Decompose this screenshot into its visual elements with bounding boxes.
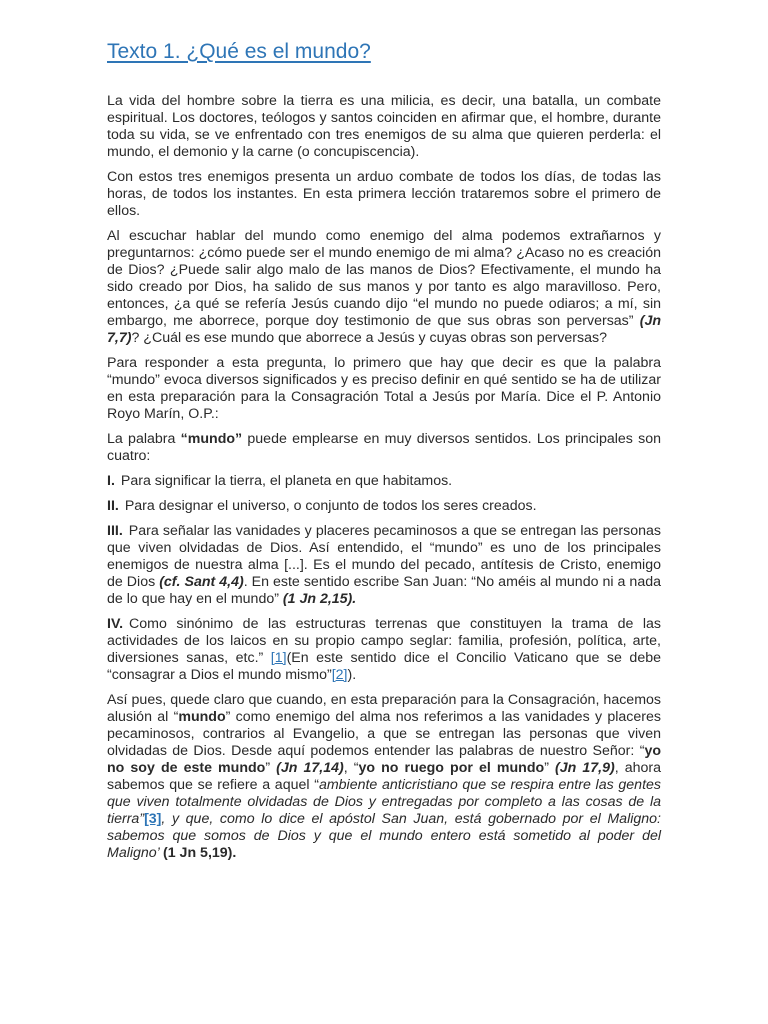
word-mundo: “mundo” [180,431,243,447]
paragraph-3-text-b: ? ¿Cuál es ese mundo que aborrece a Jesús y cuyas obras son perversas? [131,330,607,346]
list-item-1-text: Para significar la tierra, el planeta en que habitamos. [120,473,453,489]
list-item-3-text-a: Para señalar las vanidades y placeres pecaminosos a que se entregan las personas que viven olvidadas de Dios. Así entendido, el “mundo” es uno de los principales enemigos de nuestra alma [...]. Es el mundo del pecado, antítesis de Cristo, enemigo de Dios [107,523,661,590]
list-item-1 [107,473,661,490]
italic-quote-maligno: , y que, como lo dice el apóstol San Juan, está gobernado por el Maligno: sabemos que somos de Dios y que el mundo entero está sometido al poder del Maligno’ [107,811,661,861]
list-item-4-text-b: (En este sentido dice el Concilio Vaticano que se debe “consagrar a Dios el mundo mismo” [107,650,661,683]
word-mundo-2: mundo [178,709,226,725]
paragraph-1: La vida del hombre sobre la tierra es una milicia, es decir, una batalla, un combate espiritual. Los doctores, teólogos y santos coinciden en afirmar que, el hombre, durante toda su vida, se ve enfrentado con tres enemigos de su alma que quieren perderla: el mundo, el demonio y la carne (o concupiscencia). [107,93,661,160]
italic-quote-ambiente: ambiente anticristiano que se respira entre las gentes que viven totalmente olvidadas de Dios y entregadas por completo a las cosas de la tierra [107,777,661,827]
paragraph-4: Para responder a esta pregunta, lo primero que hay que decir es que la palabra “mundo” evoca diversos significados y es preciso definir en qué sentido se ha de utilizar en esta preparación para la Consagración Total a Jesús por María. Dice el P. Antonio Royo Marín, O.P.: [107,355,661,422]
citation-1jn-5-19: (1 Jn 5,19). [163,845,237,861]
list-item-1-number: I. [107,473,115,489]
paragraph-5-text-a: La palabra [107,431,181,447]
list-item-3 [107,523,661,608]
paragraph-5 [107,431,661,465]
list-item-2 [107,498,661,515]
citation-jn-17-14: (Jn 17,14) [276,760,344,776]
quote-yo-no-soy: yo no soy de este mundo [107,743,661,776]
paragraph-3 [107,228,661,347]
paragraph-2: Con estos tres enemigos presenta un arduo combate de todos los días, de todas las horas, de todos los instantes. En esta primera lección trataremos sobre el primero de ellos. [107,169,661,219]
list-item-4-text-c: ). [347,667,357,683]
citation-sant-4-4: (cf. Sant 4,4) [159,574,244,590]
list-item-4-number: IV. [107,616,124,632]
paragraph-6-text-e: ” [544,760,555,776]
list-item-4-text-a: Como sinónimo de las estructuras terrenas que constituyen la trama de las actividades de los laicos en su propio campo seglar: familia, profesión, política, arte, diversiones sanas, etc.” [107,616,661,666]
list-item-2-text: Para designar el universo, o conjunto de todos los seres creados. [124,498,537,514]
citation-jn-7-7: (Jn 7,7) [107,313,661,346]
paragraph-3-text-a: Al escuchar hablar del mundo como enemigo del alma podemos extrañarnos y preguntarnos: ¿cómo puede ser el mundo enemigo de mi alma? ¿Acaso no es creación de Dios? ¿Puede salir algo malo de las manos de Dios? Efectivamente, el mundo ha sido creado por Dios, ha salido de sus manos y por tanto es algo maravilloso. Pero, entonces, ¿a qué se refería Jesús cuando dijo “el mundo no puede odiaros; a mí, sin embargo, me aborrece, porque doy testimonio de que sus obras son perversas” [107,228,661,329]
paragraph-6-text-f: , ahora sabemos que se refiere a aquel “ [107,760,662,793]
paragraph-6-text-d: , “ [343,760,359,776]
paragraph-6-text-a: Así pues, quede claro que cuando, en esta preparación para la Consagración, hacemos alusión al “ [107,692,661,725]
paragraph-6-text-g: ” [139,811,145,827]
footnote-link-1[interactable]: [1] [270,650,287,666]
list-item-3-text-b: . En este sentido escribe San Juan: “No améis al mundo ni a nada de lo que hay en el mundo” [107,574,661,607]
document-page [107,40,661,870]
paragraph-6 [107,692,661,862]
page-title: Texto 1. ¿Qué es el mundo? [107,40,371,63]
quote-yo-no-ruego: yo no ruego por el mundo [358,760,545,776]
citation-1jn-2-15: (1 Jn 2,15). [282,591,357,607]
footnote-link-2[interactable]: [2] [331,667,348,683]
footnote-link-3[interactable]: [3] [144,811,162,827]
citation-jn-17-9: (Jn 17,9) [555,760,615,776]
paragraph-5-text-b: puede emplearse en muy diversos sentidos. Los principales son cuatro: [107,431,661,464]
list-item-4 [107,616,661,684]
list-item-2-number: II. [107,498,119,514]
paragraph-6-text-b: ” como enemigo del alma nos referimos a las vanidades y placeres pecaminosos, contrarios al Evangelio, a que se entregan las personas que viven olvidadas de Dios. Desde aquí podemos entender las palabras de nuestro Señor: “ [107,709,661,759]
paragraph-6-text-c: ” [265,760,277,776]
list-item-3-number: III. [107,523,123,539]
